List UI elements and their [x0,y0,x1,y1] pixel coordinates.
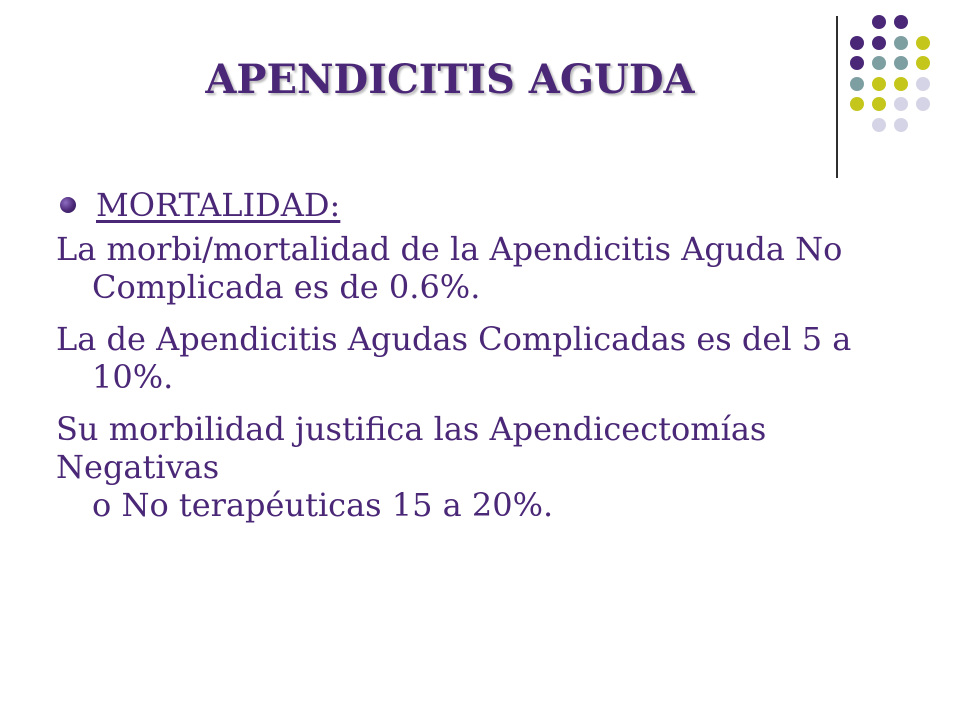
slide-title: APENDICITIS AGUDA [205,56,695,103]
decorative-dot [850,77,864,91]
decorative-dot [894,97,908,111]
decorative-dot [916,97,930,111]
decorative-dot [872,77,886,91]
bullet-heading [60,186,936,224]
decorative-dot [916,56,930,70]
paragraph-line: Su morbilidad justifica las Apendicectomías Negativas [56,410,767,486]
decorative-dot [894,77,908,91]
paragraph-line: Complicada es de 0.6%. [92,268,481,306]
paragraph-line: La de Apendicitis Agudas Complicadas es del 5 a [56,320,852,358]
decorative-dot [872,97,886,111]
decorative-dot [894,15,908,29]
decorative-dot [894,36,908,50]
decorative-vertical-line [836,16,838,178]
bullet-heading-label: MORTALIDAD: [96,186,341,224]
decorative-dot [872,15,886,29]
paragraph-line: o No terapéuticas 15 a 20%. [92,486,554,524]
decorative-dot [894,118,908,132]
decorative-dot [850,56,864,70]
paragraph-line: 10%. [92,358,174,396]
paragraph-negative-appendectomies [56,410,936,524]
decorative-dot [916,77,930,91]
decorative-dot [894,56,908,70]
decorative-dot-grid [0,0,960,180]
decorative-dot [850,97,864,111]
paragraph-line: La morbi/mortalidad de la Apendicitis Aguda No [56,230,843,268]
decorative-dot [872,56,886,70]
bullet-dot-icon [60,197,76,213]
slide-body [56,186,936,538]
decorative-dot [916,36,930,50]
decorative-dot [850,36,864,50]
paragraph-mortality-uncomplicated [56,230,936,306]
decorative-dot [872,36,886,50]
paragraph-mortality-complicated [56,320,936,396]
decorative-dot [872,118,886,132]
